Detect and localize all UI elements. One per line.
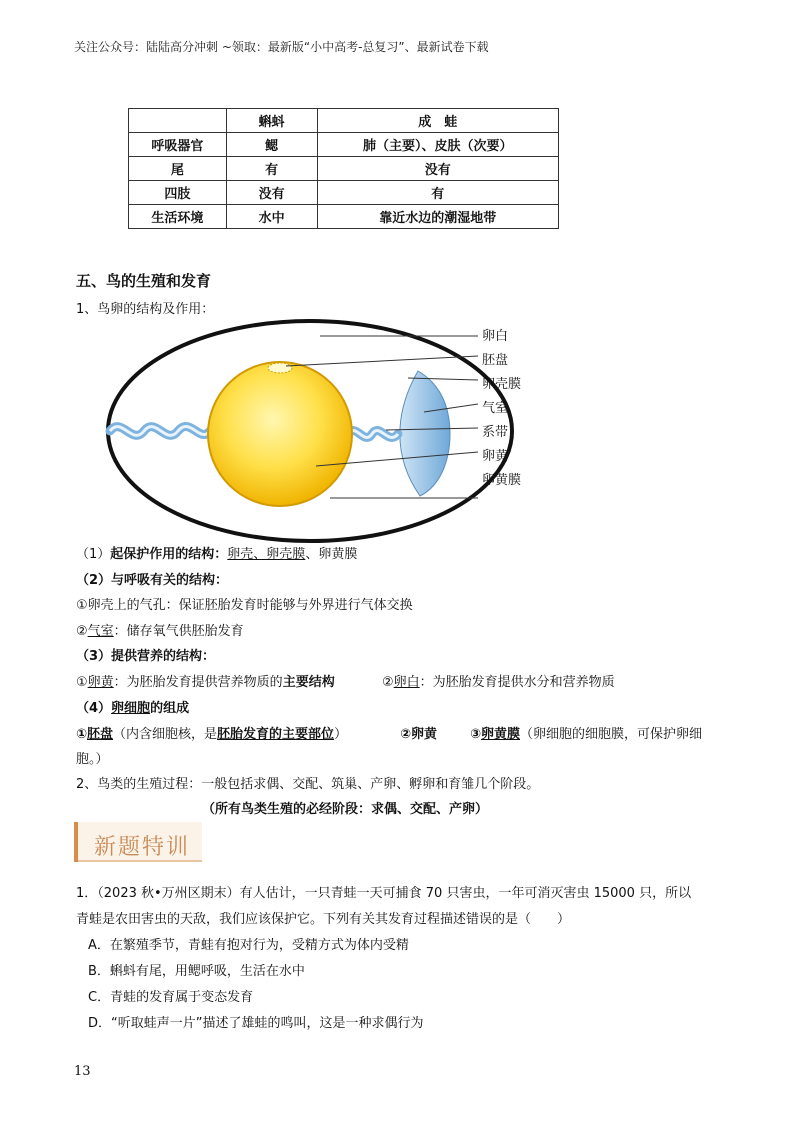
germinal-disc [268, 363, 292, 373]
point-heading: 的组成 [150, 701, 190, 716]
question-option-d: D．“听取蛙声一片”描述了雄蛙的鸣叫，这是一种求偶行为 [88, 1016, 424, 1031]
egg-structure-diagram [100, 316, 540, 546]
tadpole-frog-table [128, 108, 559, 229]
label-yolk: 卵黄 [482, 449, 509, 464]
point-respiration: （2）与呼吸有关的结构： [76, 573, 229, 588]
page-header: 关注公众号：陆陆高分冲刺 ~领取：最新版“小中高考-总复习”、最新试卷下载 [74, 40, 489, 54]
point-underlined: 气室 [87, 624, 114, 639]
table-cell: 四肢 [129, 181, 227, 205]
label-germinal-disc: 胚盘 [482, 353, 509, 368]
question-line-2: 青蛙是农田害虫的天敌，我们应该保护它。下列有关其发育过程描述错误的是（ ） [76, 912, 571, 927]
section-title: 五、鸟的生殖和发育 [76, 272, 212, 290]
point-underlined: 胚胎发育的主要部位 [217, 727, 335, 742]
table-cell: 靠近水边的潮湿地带 [317, 205, 558, 229]
table-cell: 水中 [226, 205, 317, 229]
table-cell: 呼吸器官 [129, 133, 227, 157]
point-underlined: 卵黄膜 [481, 727, 521, 742]
point-underlined: 胚盘 [87, 727, 114, 742]
table-cell: 有 [226, 157, 317, 181]
table-header-cell: 蝌蚪 [226, 109, 317, 133]
point-text: ：为胚胎发育提供水分和营养物质 [419, 675, 615, 690]
table-row [129, 205, 559, 229]
table-header-row [129, 109, 559, 133]
required-stages: （所有鸟类生殖的必经阶段：求偶、交配、产卵） [202, 802, 489, 817]
point-prefix: （4） [76, 701, 112, 716]
label-shell-membrane: 卵壳膜 [482, 377, 522, 392]
table-cell: 生活环境 [129, 205, 227, 229]
question-option-b: B．蝌蚪有尾，用鳃呼吸，生活在水中 [88, 964, 305, 979]
point-nutrition: （3）提供营养的结构： [76, 649, 216, 664]
point-number: ③ [470, 727, 482, 742]
point-egg-cell-cont: 胞。） [76, 752, 109, 767]
point-heading: 起保护作用的结构： [110, 547, 228, 562]
table-row [129, 133, 559, 157]
point-text: （卵细胞的细胞膜，可保护卵细 [520, 727, 703, 742]
point-underlined: 卵黄 [87, 675, 114, 690]
point-egg-cell-a [76, 723, 347, 742]
point-bold: 主要结构 [282, 675, 335, 690]
point-egg-cell [76, 697, 189, 716]
question-option-c: C．青蛙的发育属于变态发育 [88, 990, 254, 1005]
point-number: ① [76, 675, 88, 690]
label-yolk-membrane: 卵黄膜 [482, 473, 522, 488]
question-option-a: A．在繁殖季节，青蛙有抱对行为，受精方式为体内受精 [88, 938, 409, 953]
table-cell: 有 [317, 181, 558, 205]
point-underlined: 卵壳、卵壳膜 [227, 547, 306, 562]
table-cell: 没有 [317, 157, 558, 181]
egg-intro: 1、鸟卵的结构及作用： [76, 302, 215, 317]
point-text: ：为胚胎发育提供营养物质的 [113, 675, 283, 690]
point-protection [76, 543, 357, 562]
table-header-cell [129, 109, 227, 133]
point-nutrition-a [76, 671, 335, 690]
point-underlined: 卵细胞 [111, 701, 151, 716]
point-respiration-b [76, 620, 244, 639]
label-albumen: 卵白 [482, 329, 509, 344]
point-text: ） [334, 727, 348, 742]
point-text: 、卵黄膜 [305, 547, 358, 562]
point-nutrition-b [382, 671, 615, 690]
banner-accent [74, 822, 78, 862]
point-prefix: （1） [76, 547, 111, 562]
banner-title: 新题特训 [94, 835, 191, 860]
label-chalaza: 系带 [482, 425, 509, 440]
table-cell: 尾 [129, 157, 227, 181]
point-number: ① [76, 727, 88, 742]
point-respiration-a: ①卵壳上的气孔：保证胚胎发育时能够与外界进行气体交换 [76, 598, 413, 613]
label-air-cell: 气室 [482, 401, 509, 416]
point-number: ② [382, 675, 394, 690]
table-cell: 鳃 [226, 133, 317, 157]
table-header-cell: 成 蛙 [317, 109, 558, 133]
point-number: ② [76, 624, 88, 639]
point-egg-cell-c [470, 723, 702, 742]
page-number: 13 [74, 1064, 91, 1079]
yolk [208, 362, 352, 506]
point-egg-cell-b: ②卵黄 [400, 727, 438, 742]
table-cell: 肺（主要）、皮肤（次要） [317, 133, 558, 157]
table-cell: 没有 [226, 181, 317, 205]
question-line-1: 1．（2023 秋•万州区期末）有人估计，一只青蛙一天可捕食 70 只害虫，一年可消灭害虫 15000 只，所以 [76, 886, 692, 901]
point-text: （内含细胞核，是 [113, 727, 218, 742]
table-row [129, 157, 559, 181]
reproduction-process: 2、鸟类的生殖过程：一般包括求偶、交配、筑巢、产卵、孵卵和育雏几个阶段。 [76, 777, 540, 792]
point-underlined: 卵白 [393, 675, 420, 690]
point-text: ：储存氧气供胚胎发育 [113, 624, 244, 639]
table-row [129, 181, 559, 205]
